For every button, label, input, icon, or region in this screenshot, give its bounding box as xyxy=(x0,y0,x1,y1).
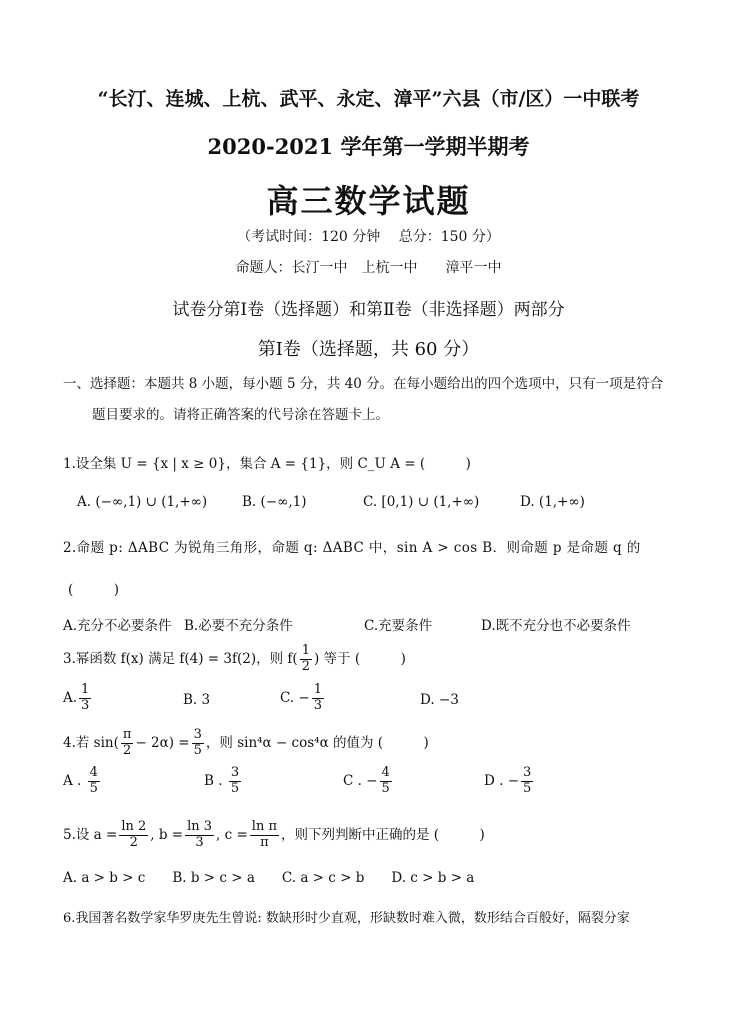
q3-option-c-label: C. − xyxy=(280,689,310,706)
exam-authors: 命题人：长汀一中 上杭一中 漳平一中 xyxy=(235,260,502,276)
exam-term: 2020-2021 学年第一学期半期考 xyxy=(207,134,530,159)
q3-stem xyxy=(63,644,406,675)
q3-option-a-label: A. xyxy=(63,689,78,706)
q1-option-b: B. (−∞,1) xyxy=(242,494,307,510)
q1-option-a: A. (−∞,1) ∪ (1,+∞) xyxy=(77,494,208,510)
q5-a-numerator: ln 2 xyxy=(121,819,147,834)
q3-stem-pre: 3.幂函数 f(x) 满足 f(4) = 3f(2)，则 f( xyxy=(63,650,298,667)
q3-fraction xyxy=(300,644,312,675)
q2-paren: ( ) xyxy=(68,582,120,598)
q5-b-pre: , b = xyxy=(150,826,184,843)
exam-meta: （考试时间：120 分钟 总分：150 分） xyxy=(237,229,500,245)
instructions-line-1: 一、选择题：本题共 8 小题，每小题 5 分，共 40 分。在每小题给出的四个选项中，只有一项是符合 xyxy=(63,376,664,392)
q4-stem-pre: 4.若 sin( xyxy=(63,734,119,751)
q4-a-numerator: 4 xyxy=(89,765,98,780)
q5-options: A. a > b > c B. b > c > a C. a > c > b D. c > b > a xyxy=(63,870,475,886)
q4-pi-numerator: π xyxy=(122,727,132,742)
q4-d-denominator: 5 xyxy=(523,780,532,796)
q3-c-denominator: 3 xyxy=(313,697,323,713)
q4-option-b xyxy=(204,766,243,797)
q4-b-numerator: 3 xyxy=(230,765,240,780)
q5-stem-pre: 5.设 a = xyxy=(63,826,118,843)
instructions-line-2: 题目要求的。请将正确答案的代号涂在答题卡上。 xyxy=(92,407,389,423)
q4-d-numerator: 3 xyxy=(523,765,532,780)
q2-stem: 2.命题 p: ΔABC 为锐角三角形，命题 q: ΔABC 中，sin A > cos B．则命题 p 是命题 q 的 xyxy=(63,540,641,556)
q4-a-denominator: 5 xyxy=(89,780,98,796)
q3-stem-post: ) 等于 ( ) xyxy=(313,650,406,667)
q4-option-c-label: C . − xyxy=(343,772,378,789)
q5-stem xyxy=(63,820,485,851)
q3-option-c xyxy=(280,683,326,714)
q4-option-a xyxy=(63,766,102,797)
q3-c-numerator: 1 xyxy=(313,682,323,697)
q6-stem: 6.我国著名数学家华罗庚先生曾说: 数缺形时少直观，形缺数时难入微，数形结合百般好，隔裂分家 xyxy=(63,911,630,926)
q4-stem-post: ，则 sin⁴α − cos⁴α 的值为 ( ) xyxy=(205,734,429,751)
q4-c-numerator: 4 xyxy=(381,765,390,780)
q4-stem-mid: − 2α) = xyxy=(135,734,190,751)
q4-pi-denominator: 2 xyxy=(123,742,132,758)
exam-parts: 试卷分第Ⅰ卷（选择题）和第Ⅱ卷（非选择题）两部分 xyxy=(172,300,565,320)
q3-option-a xyxy=(63,683,93,714)
q4-option-a-label: A . xyxy=(63,772,82,789)
q5-b-numerator: ln 3 xyxy=(187,819,213,834)
section-title: 第Ⅰ卷（选择题，共 60 分） xyxy=(257,339,480,360)
q2-option-d: D.既不充分也不必要条件 xyxy=(481,618,631,634)
q4-value-denominator: 5 xyxy=(193,742,202,758)
q3-a-denominator: 3 xyxy=(81,697,90,713)
q2-option-a: A.充分不必要条件 xyxy=(63,618,172,634)
exam-title: 高三数学试题 xyxy=(266,182,471,220)
q4-option-d-label: D . − xyxy=(484,772,520,789)
q5-a-denominator: 2 xyxy=(129,834,138,850)
exam-league: “长汀、连城、上杭、武平、永定、漳平”六县（市/区）一中联考 xyxy=(97,88,640,110)
q3-frac-numerator: 1 xyxy=(301,643,310,658)
q3-a-numerator: 1 xyxy=(81,682,90,697)
q4-stem xyxy=(63,728,429,759)
q5-b-denominator: 3 xyxy=(195,834,204,850)
q2-option-b: B.必要不充分条件 xyxy=(184,618,293,634)
q5-stem-post: ，则下列判断中正确的是 ( ) xyxy=(281,826,485,843)
q4-b-denominator: 5 xyxy=(230,780,240,796)
q3-frac-denominator: 2 xyxy=(301,658,310,674)
q4-c-denominator: 5 xyxy=(381,780,390,796)
q5-c-denominator: π xyxy=(260,834,269,850)
q4-value-numerator: 3 xyxy=(193,727,202,742)
q4-option-b-label: B . xyxy=(204,772,223,789)
q1-stem: 1.设全集 U = {x | x ≥ 0}，集合 A = {1}，则 C_U A = ( ) xyxy=(63,456,471,472)
q3-option-b: B. 3 xyxy=(183,692,211,708)
q1-option-d: D. (1,+∞) xyxy=(520,494,585,510)
q5-c-pre: , c = xyxy=(216,826,248,843)
q5-c-numerator: ln π xyxy=(251,819,277,834)
q4-option-d xyxy=(484,766,535,797)
q2-option-c: C.充要条件 xyxy=(364,618,433,634)
q4-option-c xyxy=(343,766,394,797)
q1-option-c: C. [0,1) ∪ (1,+∞) xyxy=(363,494,480,510)
q3-option-d: D. −3 xyxy=(420,692,459,708)
